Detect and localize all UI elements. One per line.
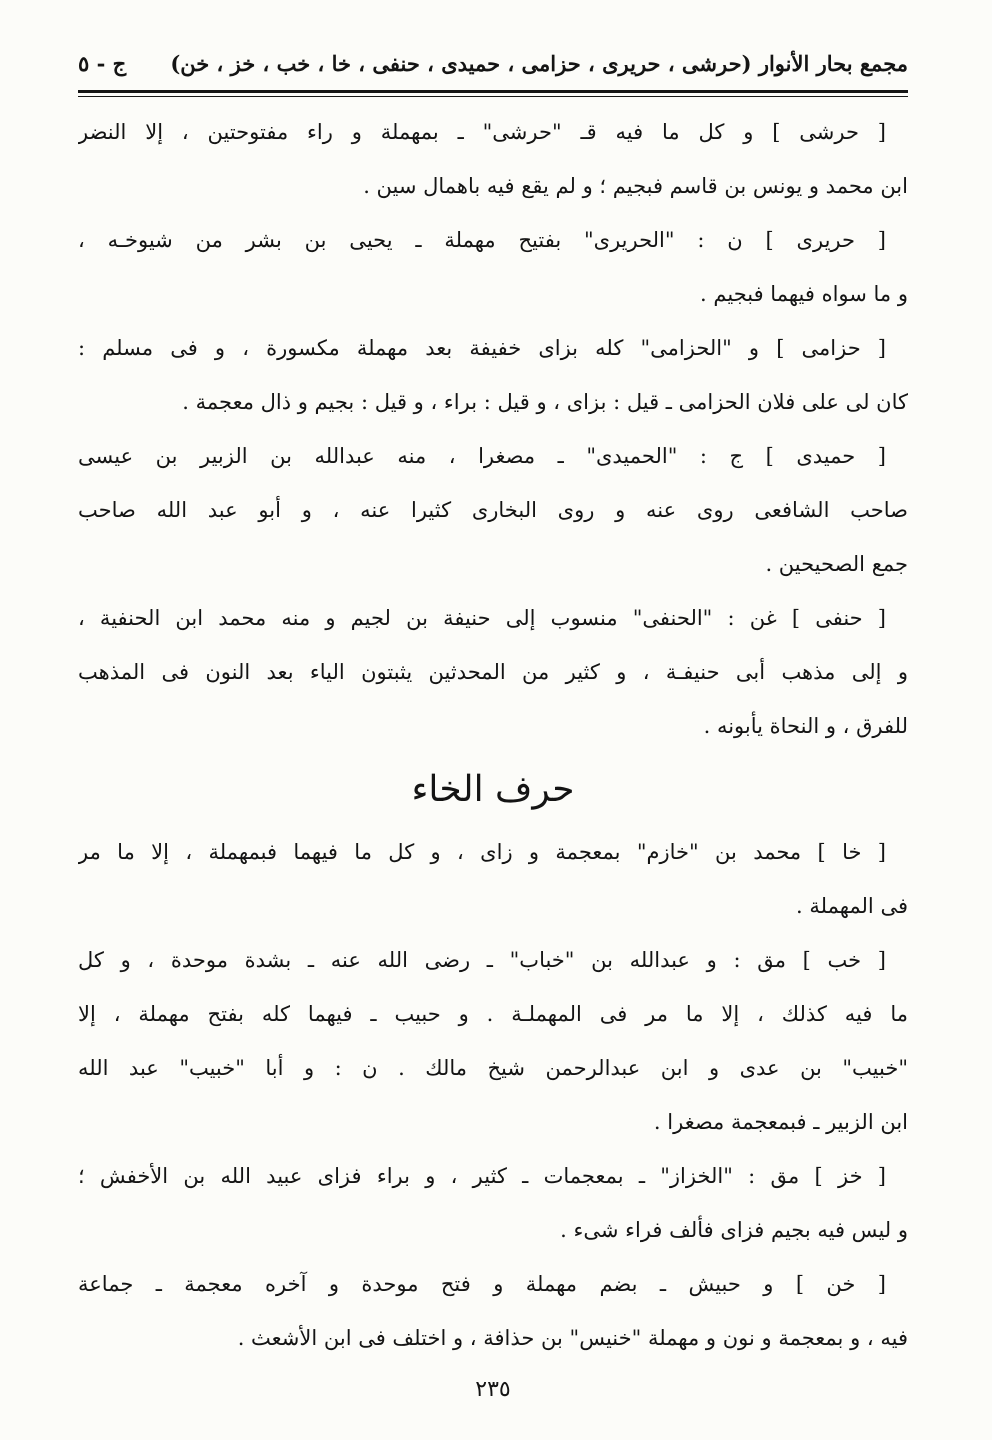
entry-hanafi [78,591,908,753]
entry-humaydi [78,429,908,591]
entry-line: [ حريرى ] ن : "الحريرى" بفتيح مهملة ـ يحيى بن بشر من شيوخـه ، [78,228,886,252]
book-page [78,40,908,1405]
entry-line: صاحب الشافعى روى عنه و روى البخارى كثيرا عنه ، و أبو عبد الله صاحب [78,498,908,522]
entry-line: "خبيب" بن عدى و ابن عبدالرحمن شيخ مالك . ن : و أبا "خبيب" عبد الله [78,1056,908,1080]
entry-line: ما فيه كذلك ، إلا ما مر فى المهملـة . و حبيب ـ فيهما كله بفتح مهملة ، إلا [78,1002,908,1026]
entry-khab [78,933,908,1149]
entry-hariri [78,213,908,321]
entry-line: و ليس فيه بجيم فزاى فألف فراء شىء . [560,1218,908,1242]
entry-khan [78,1257,908,1365]
entry-line: و ما سواه فيهما فبجيم . [700,282,908,306]
entry-khaz [78,1149,908,1257]
section-heading: حرف الخاء [411,769,575,810]
entry-line: كان لى على فلان الحزامى ـ قيل : بزاى ، و قيل : براء ، و قيل : بجيم و ذال معجمة . [182,390,908,414]
entry-line: [ خن ] و حبيش ـ بضم مهملة و فتح موحدة و آخره معجمة ـ جماعة [78,1272,886,1296]
entry-kha [78,825,908,933]
entry-line: [ حرشى ] و كل ما فيه قـ "حرشى" ـ بمهملة و راء مفتوحتين ، إلا النضر [78,120,886,144]
entry-line: [ خز ] مق : "الخزاز" ـ بمعجمات ـ كثير ، و براء فزاى عبيد الله بن الأخفش ؛ [78,1164,886,1188]
entry-line: [ خب ] مق : و عبدالله بن "خباب" ـ رضى الله عنه ـ بشدة موحدة ، و كل [78,948,886,972]
running-title: مجمع بحار الأنوار (حرشى ، حريرى ، حزامى ، حميدى ، حنفى ، خا ، خب ، خز ، خن) [170,50,908,76]
entry-line: و إلى مذهب أبى حنيفـة ، و كثير من المحدثين يثبتون الياء بعد النون فى المذهب [78,660,908,684]
entry-line: ابن الزبير ـ فبمعجمة مصغرا . [653,1110,908,1134]
page-number: ٢٣٥ [475,1377,511,1402]
entry-line: فيه ، و بمعجمة و نون و مهملة "خنيس" بن حذافة ، و اختلف فى ابن الأشعث . [237,1326,908,1350]
entry-line: للفرق ، و النحاة يأبونه . [703,714,908,738]
entry-line: فى المهملة . [796,894,908,918]
header-rule-thick [78,90,908,93]
entry-line: جمع الصحيحين . [765,552,908,576]
entry-line: [ حزامى ] و "الحزامى" كله بزاى خفيفة بعد مهملة مكسورة ، و فى مسلم : [78,336,886,360]
entry-line: [ حميدى ] ج : "الحميدى" ـ مصغرا ، منه عبدالله بن الزبير بن عيسى [78,444,886,468]
entry-line: ابن محمد و يونس بن قاسم فبجيم ؛ و لم يقع فيه باهمال سين . [363,174,908,198]
entry-hizami [78,321,908,429]
entry-harshi [78,105,908,213]
entry-line: [ خا ] محمد بن "خازم" بمعجمة و زاى ، و كل ما فيهما فبمهملة ، إلا ما مر [78,840,886,864]
volume-marker: ج - ٥ [78,50,127,76]
running-head [78,40,908,86]
header-rule-thin [78,96,908,97]
entry-line: [ حنفى ] غن : "الحنفى" منسوب إلى حنيفة بن لجيم و منه محمد ابن الحنفية ، [78,606,886,630]
